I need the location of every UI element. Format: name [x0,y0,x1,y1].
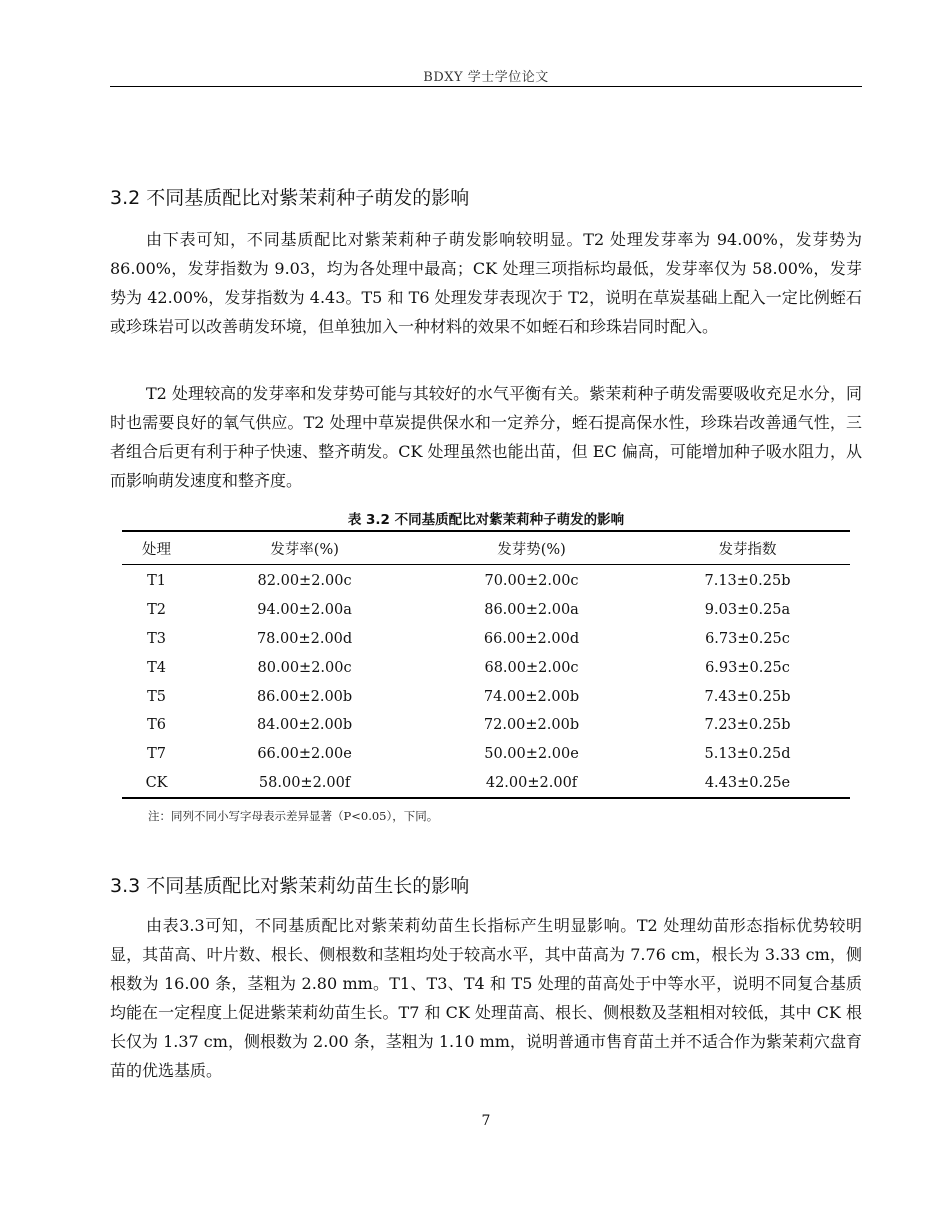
cell-treatment: T2 [147,602,166,619]
page-number: 7 [481,1113,491,1129]
column-header-germination-index: 发芽指数 [645,531,850,565]
table-row [122,711,850,740]
cell-germination-index: 5.13±0.25d [704,746,791,763]
cell-germination-energy: 86.00±2.00a [484,602,579,619]
table-row [122,596,850,625]
cell-treatment: T6 [147,717,166,734]
cell-treatment: T3 [147,630,166,647]
running-header: BDXY 学士学位论文 [423,70,549,85]
table-row [122,769,850,799]
table-row [122,740,850,769]
cell-germination-rate: 80.00±2.00c [257,659,352,676]
cell-treatment: T1 [147,573,166,590]
table-row [122,653,850,682]
cell-germination-energy: 68.00±2.00c [484,659,579,676]
cell-treatment: T4 [147,659,166,676]
cell-germination-energy: 70.00±2.00c [484,573,579,590]
paragraph-3-3-1: 由表3.3可知，不同基质配比对紫茉莉幼苗生长指标产生明显影响。T2 处理幼苗形态指标优势较明显，其苗高、叶片数、根长、侧根数和茎粗均处于较高水平，其中苗高为 7.76 cm，根长为 3.33 cm，侧根数为 16.00 条，茎粗为 2.80 mm。T1、T3、T4 和 T5 处理的苗高处于中等水平，说明不同复合基质均能在一定程度上促进紫茉莉幼苗生长。T7 和 CK 处理苗高、根长、侧根数及茎粗相对较低，其中 CK 根长仅为 1.37 cm，侧根数为 2.00 条，茎粗为 1.10 mm，说明普通市售育苗土并不适合作为紫茉莉穴盘育苗的优选基质。 [110,916,862,1080]
cell-germination-index: 7.13±0.25b [704,573,791,590]
paragraph-3-2-1: 由下表可知，不同基质配比对紫茉莉种子萌发影响较明显。T2 处理发芽率为 94.00%，发芽势为 86.00%，发芽指数为 9.03，均为各处理中最高；CK 处理三项指标均最低，发芽率仅为 58.00%，发芽势为 42.00%，发芽指数为 4.43。T5 和 T6 处理发芽表现次于 T2，说明在草炭基础上配入一定比例蛭石或珍珠岩可以改善萌发环境，但单独加入一种材料的效果不如蛭石和珍珠岩同时配入。 [110,230,862,336]
cell-germination-rate: 94.00±2.00a [257,602,352,619]
cell-germination-index: 6.93±0.25c [705,659,790,676]
column-header-treatment: 处理 [122,531,191,565]
cell-treatment: CK [122,769,191,799]
paragraph-3-2-2: T2 处理较高的发芽率和发芽势可能与其较好的水气平衡有关。紫茉莉种子萌发需要吸收充足水分，同时也需要良好的氧气供应。T2 处理中草炭提供保水和一定养分，蛭石提高保水性，珍珠岩改善通气性，三者组合后更有利于种子快速、整齐萌发。CK 处理虽然也能出苗，但 EC 偏高，可能增加种子吸水阻力，从而影响萌发速度和整齐度。 [110,384,862,490]
table-header-row [122,531,850,565]
section-heading-3-2: 3.2 不同基质配比对紫茉莉种子萌发的影响 [110,187,470,209]
cell-germination-index: 4.43±0.25e [645,769,850,799]
column-header-germination-rate: 发芽率(%) [191,531,418,565]
cell-germination-rate: 86.00±2.00b [256,688,353,705]
cell-germination-energy: 42.00±2.00f [418,769,645,799]
cell-germination-energy: 72.00±2.00b [483,717,580,734]
cell-germination-rate: 78.00±2.00d [256,630,353,647]
cell-germination-energy: 74.00±2.00b [483,688,580,705]
table-row [122,682,850,711]
cell-germination-index: 9.03±0.25a [704,602,791,619]
cell-germination-rate: 84.00±2.00b [256,717,353,734]
cell-treatment: T7 [147,746,166,763]
section-heading-3-3: 3.3 不同基质配比对紫茉莉幼苗生长的影响 [110,875,470,897]
cell-germination-rate: 66.00±2.00e [257,746,352,763]
cell-germination-index: 7.23±0.25b [704,717,791,734]
cell-germination-rate: 82.00±2.00c [257,573,352,590]
cell-germination-index: 6.73±0.25c [705,630,790,647]
header-rule [110,86,862,87]
germination-table [122,530,850,799]
cell-treatment: T5 [147,688,166,705]
cell-germination-index: 7.43±0.25b [704,688,791,705]
table-row [122,625,850,654]
column-header-germination-energy: 发芽势(%) [418,531,645,565]
table-caption: 表 3.2 不同基质配比对紫茉莉种子萌发的影响 [347,512,625,528]
cell-germination-energy: 50.00±2.00e [484,746,579,763]
table-note: 注：同列不同小写字母表示差异显著（P<0.05），下同。 [148,809,439,823]
cell-germination-energy: 66.00±2.00d [483,630,580,647]
table-row [122,565,850,596]
cell-germination-rate: 58.00±2.00f [191,769,418,799]
